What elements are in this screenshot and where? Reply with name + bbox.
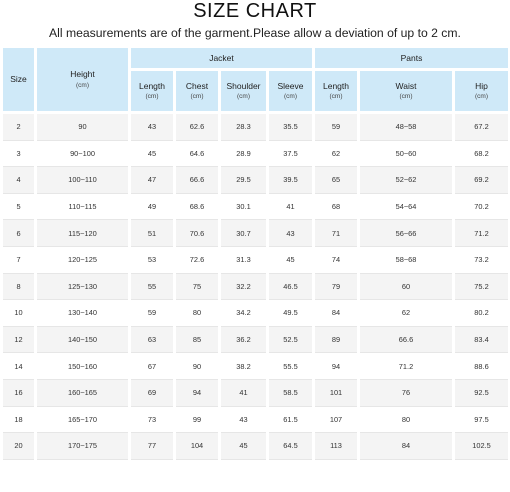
- table-cell-sleeve: 35.5: [269, 114, 312, 141]
- table-cell-jacket-length: 53: [131, 247, 173, 274]
- header-size-label: Size: [10, 74, 27, 85]
- header-col-label: Length: [139, 80, 165, 91]
- table-cell-waist: 56~66: [360, 220, 452, 247]
- table-cell-pants-length: 89: [315, 327, 357, 354]
- header-pants-label: Pants: [400, 52, 423, 63]
- table-cell-jacket-length: 59: [131, 300, 173, 327]
- table-cell-sleeve: 43: [269, 220, 312, 247]
- table-cell-size: 3: [3, 141, 34, 168]
- table-cell-hip: 73.2: [455, 247, 508, 274]
- table-cell-shoulder: 30.1: [221, 194, 266, 221]
- table-cell-size: 4: [3, 167, 34, 194]
- header-col-unit: (cm): [475, 93, 488, 101]
- table-cell-size: 14: [3, 353, 34, 380]
- table-cell-jacket-length: 55: [131, 274, 173, 301]
- table-cell-pants-length: 68: [315, 194, 357, 221]
- table-cell-sleeve: 41: [269, 194, 312, 221]
- table-cell-jacket-length: 63: [131, 327, 173, 354]
- header-height: [37, 48, 128, 111]
- table-cell-chest: 68.6: [176, 194, 218, 221]
- table-cell-pants-length: 79: [315, 274, 357, 301]
- table-cell-height: 140~150: [37, 327, 128, 354]
- table-cell-height: 130~140: [37, 300, 128, 327]
- table-cell-hip: 70.2: [455, 194, 508, 221]
- table-cell-size: 5: [3, 194, 34, 221]
- size-table: [3, 48, 508, 460]
- table-cell-hip: 80.2: [455, 300, 508, 327]
- header-jacket-shoulder: [221, 71, 266, 111]
- table-cell-hip: 88.6: [455, 353, 508, 380]
- table-cell-shoulder: 32.2: [221, 274, 266, 301]
- table-cell-size: 12: [3, 327, 34, 354]
- table-cell-shoulder: 41: [221, 380, 266, 407]
- table-cell-pants-length: 84: [315, 300, 357, 327]
- table-cell-height: 125~130: [37, 274, 128, 301]
- table-cell-height: 160~165: [37, 380, 128, 407]
- table-cell-sleeve: 46.5: [269, 274, 312, 301]
- table-cell-waist: 58~68: [360, 247, 452, 274]
- table-cell-jacket-length: 73: [131, 407, 173, 434]
- table-cell-pants-length: 107: [315, 407, 357, 434]
- header-jacket-chest: [176, 71, 218, 111]
- table-cell-jacket-length: 67: [131, 353, 173, 380]
- header-pants-waist: [360, 71, 452, 111]
- table-cell-sleeve: 61.5: [269, 407, 312, 434]
- table-cell-pants-length: 65: [315, 167, 357, 194]
- table-cell-jacket-length: 77: [131, 433, 173, 460]
- table-cell-height: 90: [37, 114, 128, 141]
- table-cell-sleeve: 55.5: [269, 353, 312, 380]
- table-cell-chest: 85: [176, 327, 218, 354]
- table-cell-hip: 68.2: [455, 141, 508, 168]
- table-cell-size: 16: [3, 380, 34, 407]
- table-cell-chest: 99: [176, 407, 218, 434]
- table-cell-shoulder: 38.2: [221, 353, 266, 380]
- header-col-unit: (cm): [284, 93, 297, 101]
- table-cell-size: 18: [3, 407, 34, 434]
- header-col-unit: (cm): [237, 93, 250, 101]
- page-title: SIZE CHART: [193, 0, 317, 22]
- table-cell-waist: 80: [360, 407, 452, 434]
- header-jacket-group: [131, 48, 312, 68]
- table-cell-height: 150~160: [37, 353, 128, 380]
- table-cell-hip: 75.2: [455, 274, 508, 301]
- header-col-unit: (cm): [145, 93, 159, 101]
- table-cell-chest: 64.6: [176, 141, 218, 168]
- table-cell-sleeve: 52.5: [269, 327, 312, 354]
- header-col-label: Waist: [395, 80, 417, 91]
- table-cell-jacket-length: 51: [131, 220, 173, 247]
- table-cell-pants-length: 59: [315, 114, 357, 141]
- table-cell-size: 20: [3, 433, 34, 460]
- table-cell-sleeve: 58.5: [269, 380, 312, 407]
- table-cell-pants-length: 71: [315, 220, 357, 247]
- table-cell-waist: 62: [360, 300, 452, 327]
- table-cell-jacket-length: 47: [131, 167, 173, 194]
- table-cell-sleeve: 49.5: [269, 300, 312, 327]
- header-pants-length: [315, 71, 357, 111]
- header-col-label: Hip: [475, 80, 488, 91]
- table-cell-chest: 62.6: [176, 114, 218, 141]
- table-cell-size: 8: [3, 274, 34, 301]
- table-cell-height: 110~115: [37, 194, 128, 221]
- table-cell-height: 115~120: [37, 220, 128, 247]
- table-cell-hip: 102.5: [455, 433, 508, 460]
- table-cell-pants-length: 101: [315, 380, 357, 407]
- header-size: [3, 48, 34, 111]
- header-pants-group: [315, 48, 508, 68]
- header-height-unit: (cm): [76, 81, 89, 89]
- table-cell-chest: 80: [176, 300, 218, 327]
- table-cell-waist: 52~62: [360, 167, 452, 194]
- table-cell-waist: 76: [360, 380, 452, 407]
- table-cell-pants-length: 74: [315, 247, 357, 274]
- table-cell-sleeve: 37.5: [269, 141, 312, 168]
- table-cell-waist: 50~60: [360, 141, 452, 168]
- table-cell-height: 90~100: [37, 141, 128, 168]
- table-cell-chest: 70.6: [176, 220, 218, 247]
- table-cell-shoulder: 30.7: [221, 220, 266, 247]
- header-col-label: Length: [323, 80, 349, 91]
- table-cell-size: 2: [3, 114, 34, 141]
- header-jacket-length: [131, 71, 173, 111]
- table-cell-pants-length: 62: [315, 141, 357, 168]
- table-cell-jacket-length: 49: [131, 194, 173, 221]
- header-height-label: Height: [70, 69, 95, 80]
- table-cell-height: 165~170: [37, 407, 128, 434]
- header-col-unit: (cm): [399, 93, 413, 101]
- table-cell-shoulder: 43: [221, 407, 266, 434]
- header-col-unit: (cm): [329, 93, 343, 101]
- table-cell-pants-length: 113: [315, 433, 357, 460]
- table-cell-height: 100~110: [37, 167, 128, 194]
- table-cell-sleeve: 39.5: [269, 167, 312, 194]
- page-subtitle: All measurements are of the garment.Please allow a deviation of up to 2 cm.: [49, 26, 461, 40]
- header-col-label: Sleeve: [277, 80, 304, 91]
- table-cell-chest: 90: [176, 353, 218, 380]
- table-cell-chest: 66.6: [176, 167, 218, 194]
- header-jacket-sleeve: [269, 71, 312, 111]
- header-pants-hip: [455, 71, 508, 111]
- table-cell-size: 10: [3, 300, 34, 327]
- table-cell-chest: 75: [176, 274, 218, 301]
- table-cell-hip: 69.2: [455, 167, 508, 194]
- table-cell-hip: 71.2: [455, 220, 508, 247]
- table-cell-chest: 104: [176, 433, 218, 460]
- table-cell-chest: 94: [176, 380, 218, 407]
- header-col-label: Chest: [185, 80, 209, 91]
- table-cell-hip: 67.2: [455, 114, 508, 141]
- table-cell-shoulder: 34.2: [221, 300, 266, 327]
- table-cell-waist: 84: [360, 433, 452, 460]
- table-cell-waist: 54~64: [360, 194, 452, 221]
- table-cell-waist: 71.2: [360, 353, 452, 380]
- table-cell-waist: 66.6: [360, 327, 452, 354]
- table-cell-hip: 97.5: [455, 407, 508, 434]
- table-cell-jacket-length: 45: [131, 141, 173, 168]
- header-col-label: Shoulder: [226, 80, 261, 91]
- header-col-unit: (cm): [190, 93, 204, 101]
- table-cell-jacket-length: 43: [131, 114, 173, 141]
- table-cell-sleeve: 45: [269, 247, 312, 274]
- table-cell-size: 6: [3, 220, 34, 247]
- table-cell-shoulder: 36.2: [221, 327, 266, 354]
- table-cell-waist: 48~58: [360, 114, 452, 141]
- table-cell-hip: 83.4: [455, 327, 508, 354]
- table-cell-jacket-length: 69: [131, 380, 173, 407]
- header-jacket-label: Jacket: [209, 52, 234, 63]
- table-cell-chest: 72.6: [176, 247, 218, 274]
- table-cell-waist: 60: [360, 274, 452, 301]
- table-cell-height: 120~125: [37, 247, 128, 274]
- table-cell-sleeve: 64.5: [269, 433, 312, 460]
- table-cell-shoulder: 45: [221, 433, 266, 460]
- table-cell-size: 7: [3, 247, 34, 274]
- table-cell-pants-length: 94: [315, 353, 357, 380]
- table-cell-height: 170~175: [37, 433, 128, 460]
- table-cell-shoulder: 28.9: [221, 141, 266, 168]
- table-cell-shoulder: 29.5: [221, 167, 266, 194]
- table-cell-hip: 92.5: [455, 380, 508, 407]
- table-cell-shoulder: 28.3: [221, 114, 266, 141]
- table-cell-shoulder: 31.3: [221, 247, 266, 274]
